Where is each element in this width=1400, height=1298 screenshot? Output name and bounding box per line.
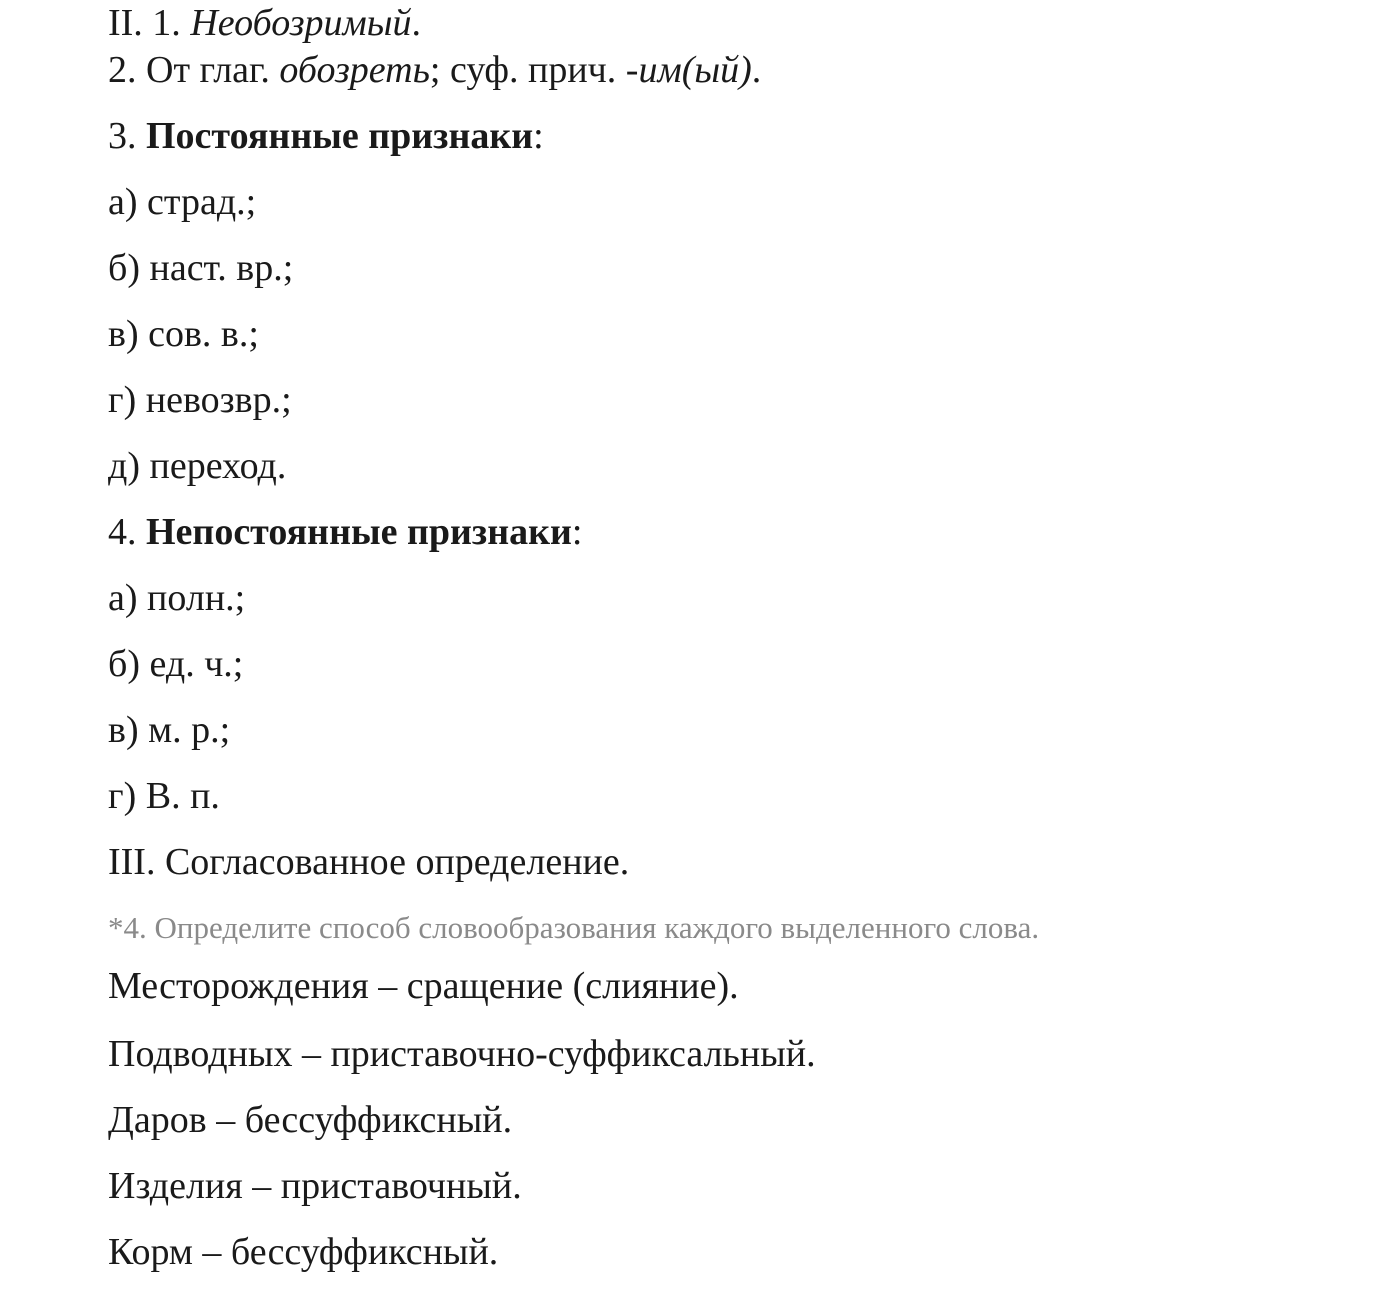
answer-line: Подводных – приставочно-суффиксальный. xyxy=(108,1033,816,1075)
item-4-colon: : xyxy=(571,511,583,553)
item-1-line xyxy=(108,0,1388,47)
variable-feature-b: б) ед. ч.; xyxy=(108,643,244,685)
item-3-prefix: 3. xyxy=(108,115,146,157)
item-4-prefix: 4. xyxy=(108,511,146,553)
item-1-prefix: II. 1. xyxy=(108,2,191,44)
constant-feature-v: в) сов. в.; xyxy=(108,313,259,355)
answer-line: Месторождения – сращение (слияние). xyxy=(108,965,739,1007)
item-2-prefix: 2. От глаг. xyxy=(108,49,280,91)
answer-line: Корм – бессуффиксный. xyxy=(108,1231,499,1273)
variable-features-heading: Непостоянные признаки xyxy=(146,511,572,553)
document-page xyxy=(108,0,1388,1295)
item-2-verb: обозреть xyxy=(279,49,430,91)
item-2-suffix-morph: им(ый) xyxy=(638,49,752,91)
variable-feature-g: г) В. п. xyxy=(108,775,220,817)
item-1-word: Необозримый xyxy=(190,2,412,44)
answer-line: Даров – бессуффиксный. xyxy=(108,1099,513,1141)
item-2-end: . xyxy=(751,49,762,91)
constant-feature-a: а) страд.; xyxy=(108,181,257,223)
item-4-line xyxy=(108,509,1388,575)
constant-feature-b: б) наст. вр.; xyxy=(108,247,294,289)
constant-features-heading: Постоянные признаки xyxy=(146,115,534,157)
variable-feature-a: а) полн.; xyxy=(108,577,246,619)
constant-feature-d: д) переход. xyxy=(108,445,287,487)
task-4-heading: *4. Определите способ словообразования каждого выделенного слова. xyxy=(108,910,1040,945)
item-3-colon: : xyxy=(533,115,544,157)
item-1-suffix: . xyxy=(411,2,422,44)
variable-feature-v: в) м. р.; xyxy=(108,709,231,751)
section-3-line: III. Согласованное определение. xyxy=(108,841,630,883)
constant-feature-g: г) невозвр.; xyxy=(108,379,292,421)
item-2-middle: ; суф. прич. - xyxy=(429,49,639,91)
item-2-line xyxy=(108,47,1388,113)
item-3-line xyxy=(108,113,1388,179)
answer-line: Изделия – приставочный. xyxy=(108,1165,522,1207)
